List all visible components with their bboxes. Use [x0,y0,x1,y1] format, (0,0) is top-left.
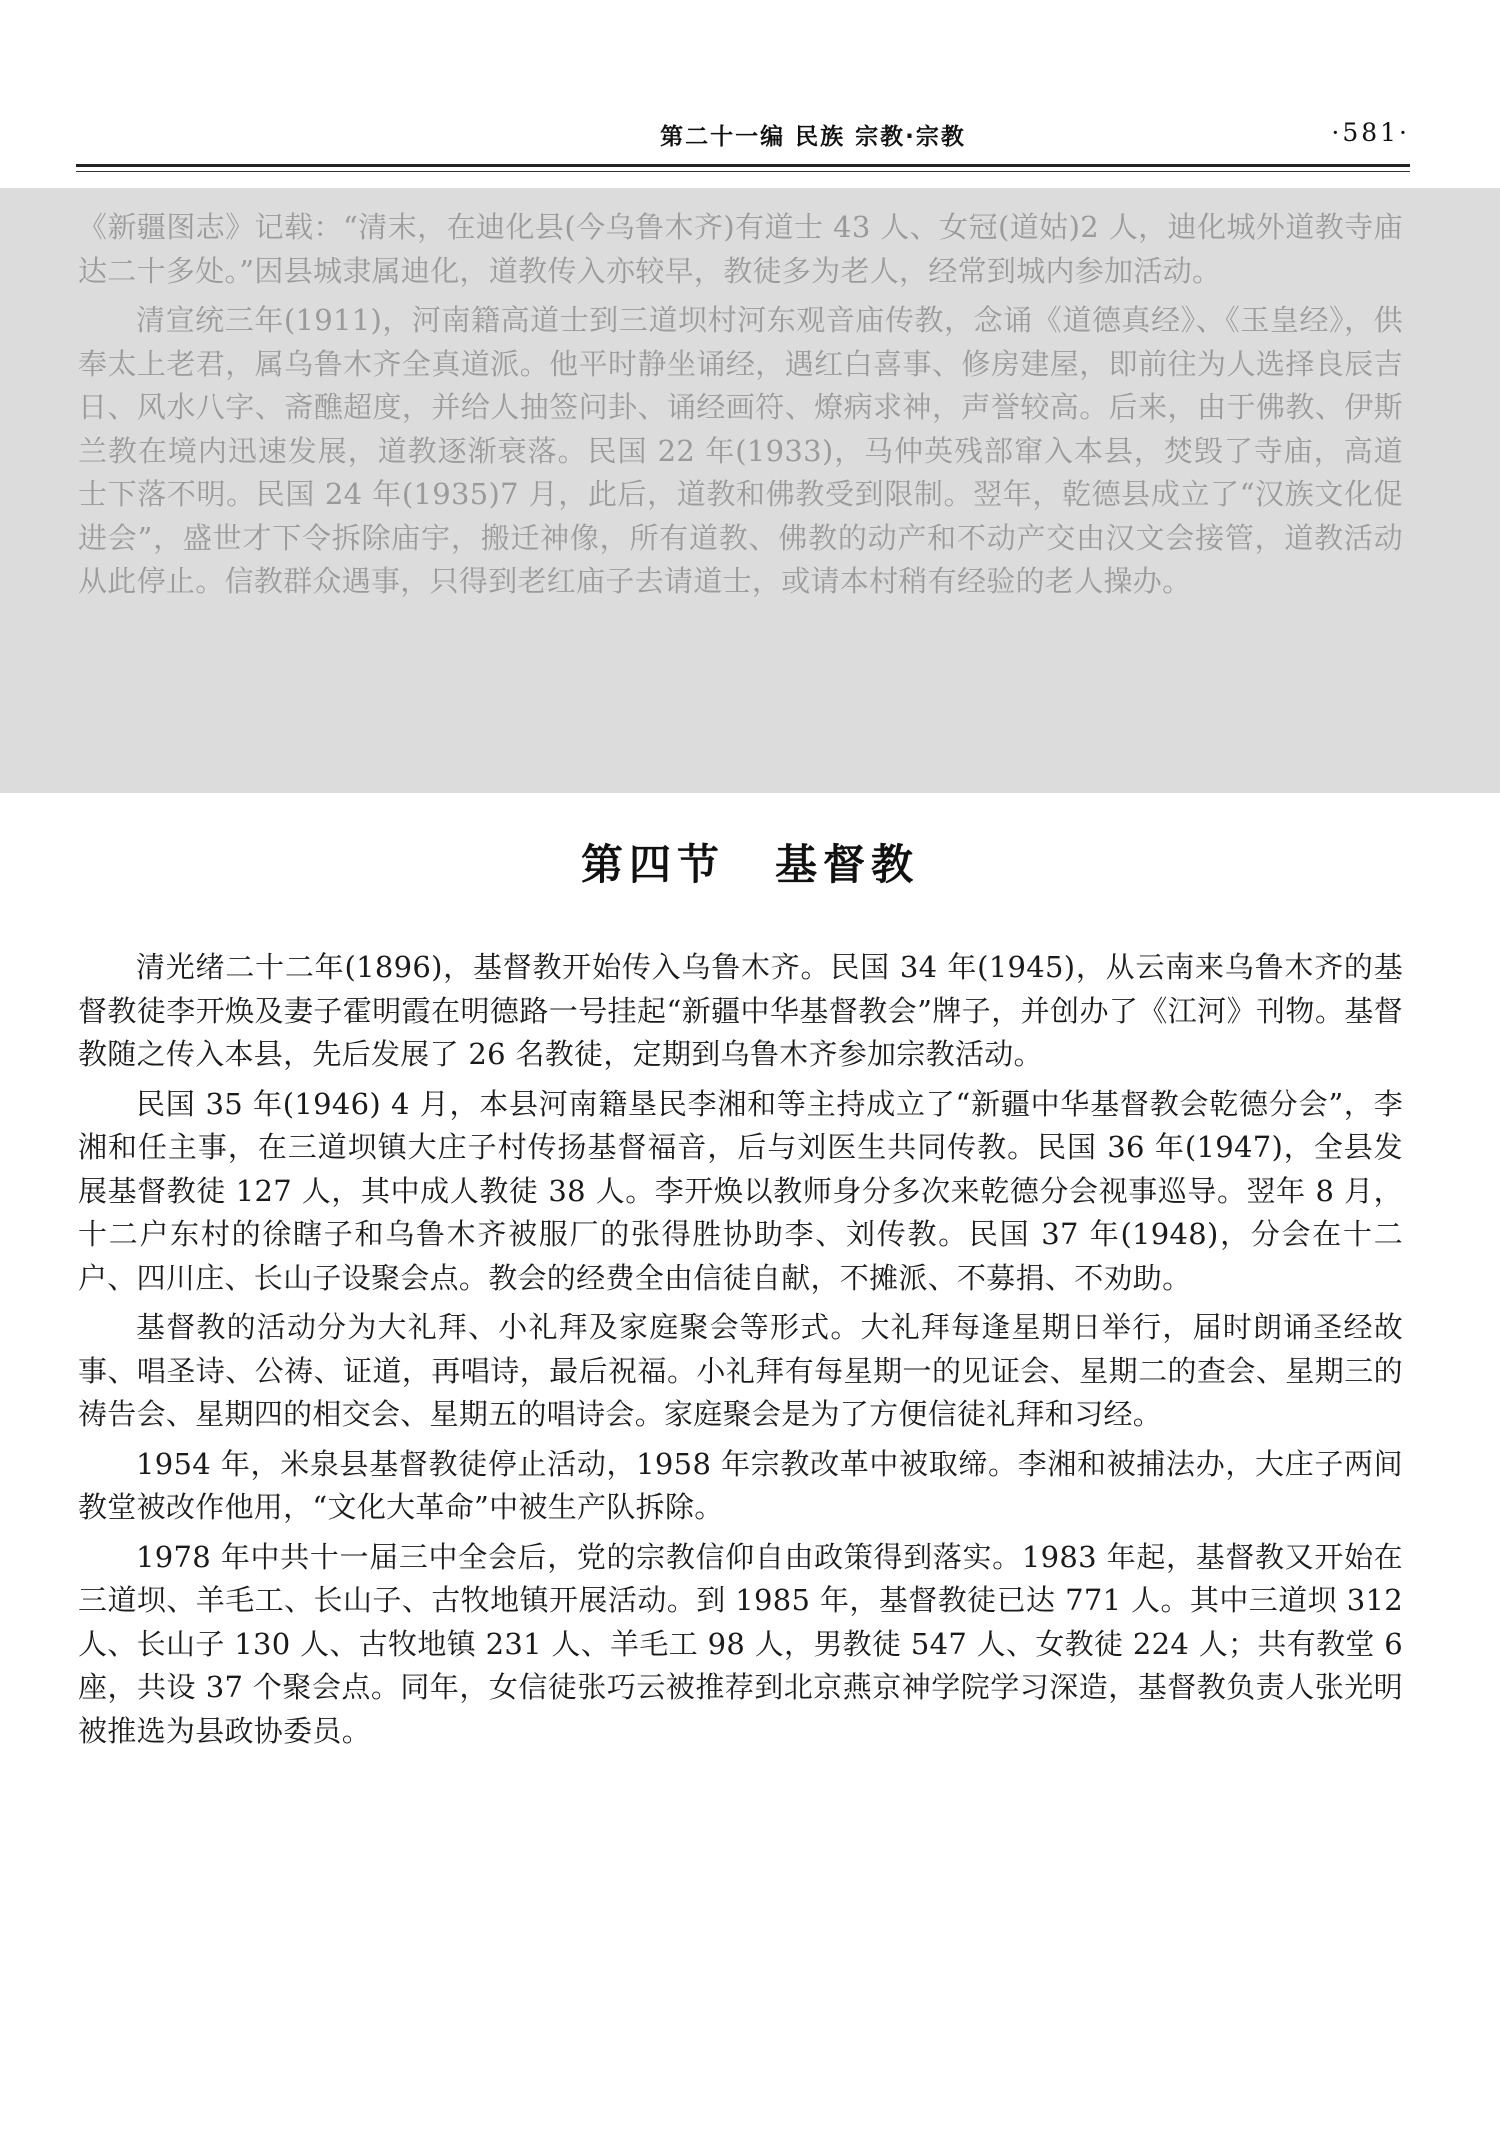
shaded-paragraph-2: 清宣统三年(1911)，河南籍高道士到三道坝村河东观音庙传教，念诵《道德真经》、《玉皇经》，供奉太上老君，属乌鲁木齐全真道派。他平时静坐诵经，遇红白喜事、修房建屋，即前往为人选择良辰吉日、风水八字、斋醮超度，并给人抽签问卦、诵经画符、燎病求神，声誉较高。后来，由于佛教、伊斯兰教在境内迅速发展，道教逐渐衰落。民国 22 年(1933)，马仲英残部窜入本县，焚毁了寺庙，高道士下落不明。民国 24 年(1935)7 月，此后，道教和佛教受到限制。翌年，乾德县成立了“汉族文化促进会”，盛世才下令拆除庙宇，搬迁神像，所有道教、佛教的动产和不动产交由汉文会接管，道教活动从此停止。信教群众遇事，只得到老红庙子去请道士，或请本村稍有经验的老人操办。 [78,303,1403,598]
body-paragraph-2: 民国 35 年(1946) 4 月，本县河南籍垦民李湘和等主持成立了“新疆中华基督教会乾德分会”，李湘和任主事，在三道坝镇大庄子村传扬基督福音，后与刘医生共同传教。民国 36 年(1947)，全县发展基督教徒 127 人，其中成人教徒 38 人。李开焕以教师身分多次来乾德分会视事巡导。翌年 8 月，十二户东村的徐瞎子和乌鲁木齐被服厂的张得胜协助李、刘传教。民国 37 年(1948)，分会在十二户、四川庄、长山子设聚会点。教会的经费全由信徒自献，不摊派、不募捐、不劝助。 [78,1086,1403,1295]
header-rule-thin [76,171,1410,172]
header-rule-thick [76,164,1410,167]
section-heading [0,832,1500,892]
section-name: 基督教 [775,840,920,889]
page-number: ·581· [1331,118,1410,147]
running-header [76,118,1410,160]
shaded-excerpt [0,188,1500,793]
body-paragraph-5: 1978 年中共十一届三中全会后，党的宗教信仰自由政策得到落实。1983 年起，基督教又开始在三道坝、羊毛工、长山子、古牧地镇开展活动。到 1985 年，基督教徒已达 771 人。其中三道坝 312 人、长山子 130 人、古牧地镇 231 人、羊毛工 98 人，男教徒 547 人、女教徒 224 人；共有教堂 6 座，共设 37 个聚会点。同年，女信徒张巧云被推荐到北京燕京神学院学习深造，基督教负责人张光明被推选为县政协委员。 [78,1539,1403,1748]
body-text [78,946,1403,1759]
body-paragraph-3: 基督教的活动分为大礼拜、小礼拜及家庭聚会等形式。大礼拜每逢星期日举行，届时朗诵圣经故事、唱圣诗、公祷、证道，再唱诗，最后祝福。小礼拜有每星期一的见证会、星期二的查会、星期三的祷告会、星期四的相交会、星期五的唱诗会。家庭聚会是为了方便信徒礼拜和习经。 [78,1310,1403,1431]
body-paragraph-4: 1954 年，米泉县基督教徒停止活动，1958 年宗教改革中被取缔。李湘和被捕法办，大庄子两间教堂被改作他用，“文化大革命”中被生产队拆除。 [78,1446,1403,1524]
running-header-title: 第二十一编 民族 宗教·宗教 [660,124,966,150]
section-number: 第四节 [580,840,725,889]
shaded-text-block [78,206,1403,610]
shaded-paragraph-1: 《新疆图志》记载：“清末，在迪化县(今乌鲁木齐)有道士 43 人、女冠(道姑)2 人，迪化城外道教寺庙达二十多处。”因县城隶属迪化，道教传入亦较早，教徒多为老人，经常到城内参加活动。 [78,210,1403,288]
body-paragraph-1: 清光绪二十二年(1896)，基督教开始传入乌鲁木齐。民国 34 年(1945)，从云南来乌鲁木齐的基督教徒李开焕及妻子霍明霞在明德路一号挂起“新疆中华基督教会”牌子，并创办了《江河》刊物。基督教随之传入本县，先后发展了 26 名教徒，定期到乌鲁木齐参加宗教活动。 [78,950,1403,1071]
